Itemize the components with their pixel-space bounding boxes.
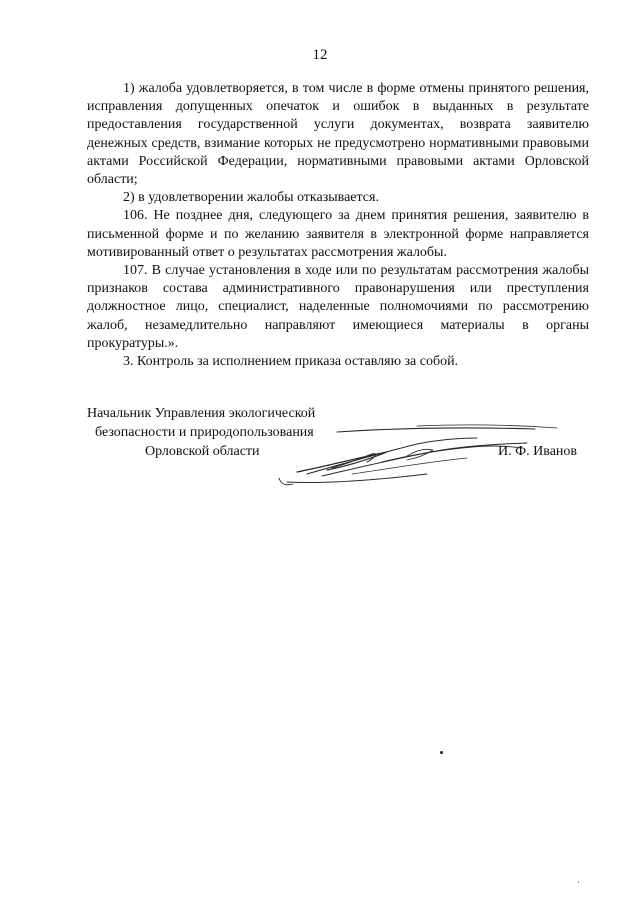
paragraph-107: 107. В случае установления в ходе или по результатам рассмотрения жалобы признаков состава административного правонарушения или преступления должностное лицо, специалист, наделенные полномочиями по рассмотрению жалоб, незамедлительно направляют имеющиеся материалы в органы прокуратуры.». [87, 263, 589, 351]
signer-name: И. Ф. Иванов [498, 444, 578, 459]
page-number: 12 [312, 47, 328, 63]
paragraph-complaint-rejected: 2) в удовлетворении жалобы отказывается. [123, 190, 379, 206]
scan-speck [440, 751, 443, 754]
signer-title-line-1: Начальник Управления экологической [87, 406, 316, 421]
document-body [87, 80, 589, 371]
signer-title-line-3: Орловской области [145, 444, 260, 459]
paragraph-control: 3. Контроль за исполнением приказа оставляю за собой. [123, 354, 459, 370]
signature-block [87, 404, 597, 494]
scan-speck [578, 881, 579, 883]
signer-title-line-2: безопасности и природопользования [95, 425, 314, 440]
paragraph-complaint-satisfied: 1) жалоба удовлетворяется, в том числе в форме отмены принятого решения, исправления допущенных опечаток и ошибок в выданных в результате предоставления государственной услуги документах, возврата заявителю денежных средств, взимание которых не предусмотрено нормативными правовыми актами Российской Федерации, нормативными правовыми актами Орловской области; [87, 81, 589, 188]
paragraph-106: 106. Не позднее дня, следующего за днем принятия решения, заявителю в письменной форме и по желанию заявителя в электронной форме направляется мотивированный ответ о результатах рассмотрения жалобы. [87, 208, 589, 260]
